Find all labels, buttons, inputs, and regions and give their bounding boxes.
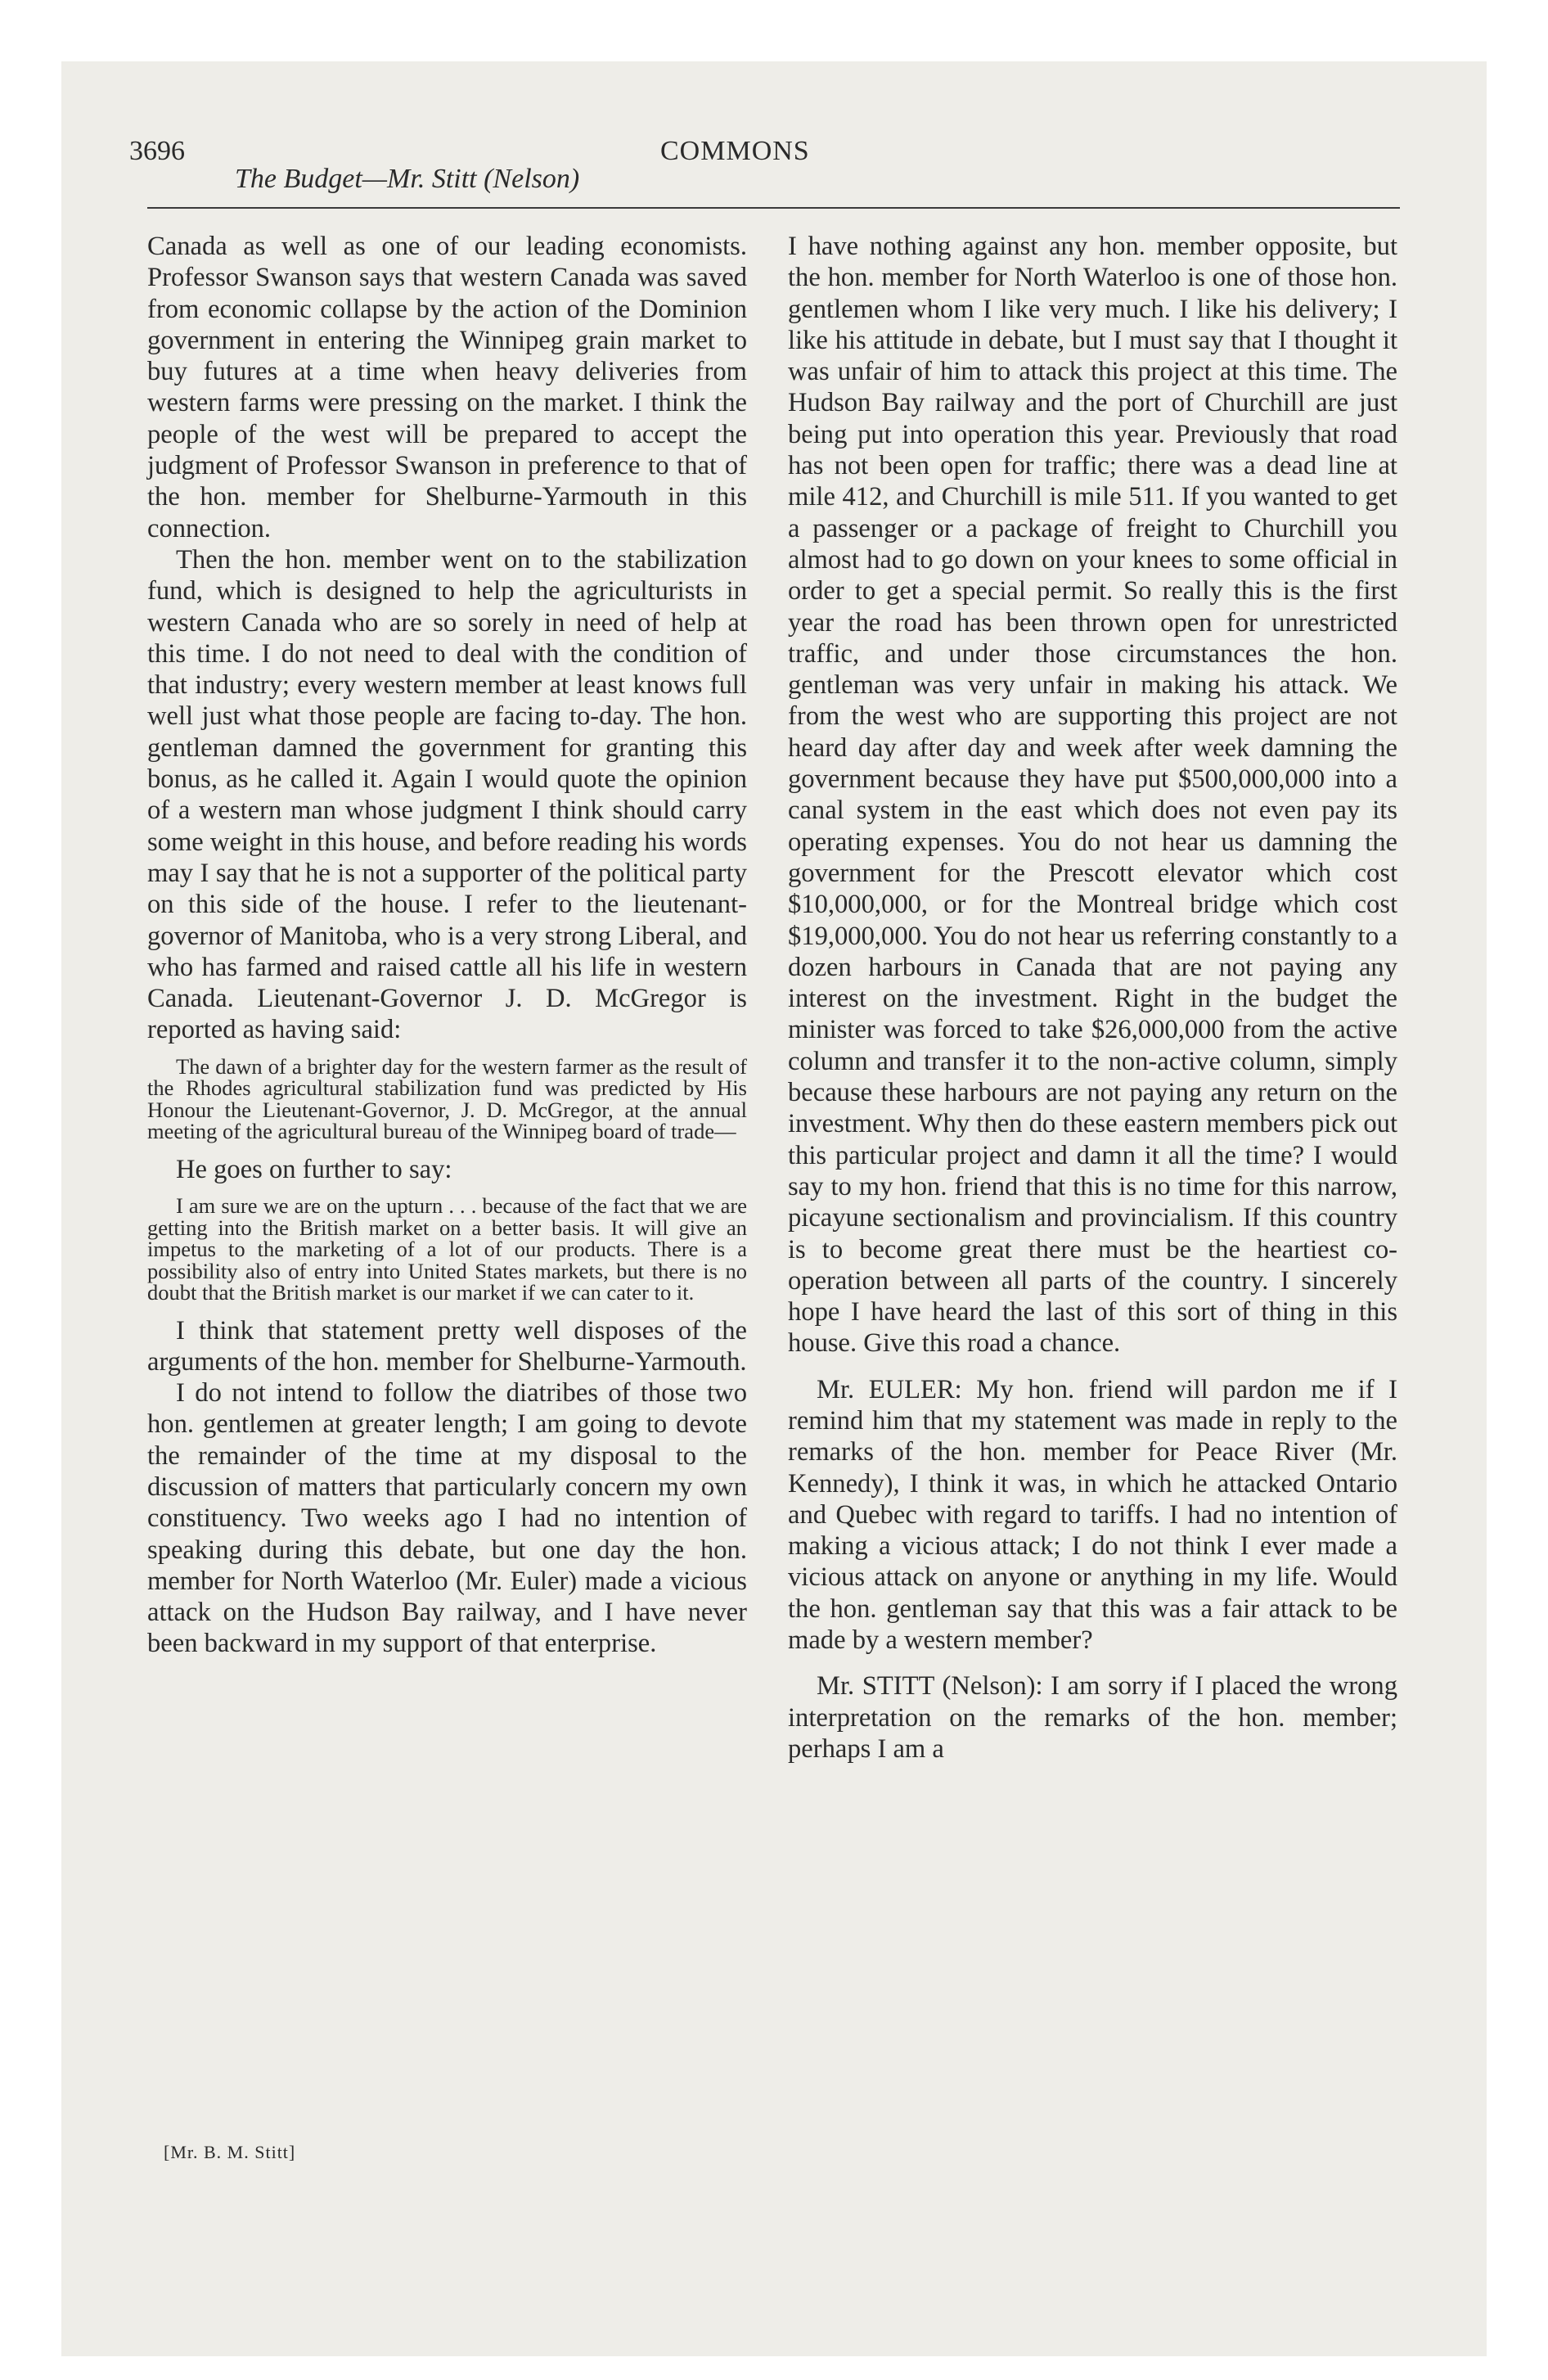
paragraph: I have nothing against any hon. member opposite, but the hon. member for North Waterloo is one of those hon. gentlemen whom I like very much. I like his delivery; I like his attitude in debate, but I must say that I thought it was unfair of him to attack this project at this time. The Hudson Bay railway and the port of Churchill are just being put into operation this year. Previously that road has not been open for traffic; there was a dead line at mile 412, and Churchill is mile 511. If you wanted to get a passenger or a package of freight to Churchill you almost had to go down on your knees to some official in order to get a special permit. So really this is the first year the road has been thrown open for unrestricted traffic, and under those circumstances the hon. gentleman was very unfair in making his attack. We from the west who are supporting this project are not heard day after day and week after week damning the government because they have put $500,000,000 into a canal system in the east which does not even pay its operating expenses. You do not hear us damning the government for the Prescott elevator which cost $10,000,000, or for the Montreal bridge which cost $19,000,000. You do not hear us referring constantly to a dozen harbours in Canada that are not paying any interest on the investment. Right in the budget the minister was forced to take $26,000,000 from the active column and transfer it to the non-active column, simply because these harbours are not paying any return on the investment. Why then do these eastern members pick out this particular project and damn it all the time? I would say to my hon. friend that this is no time for this narrow, picayune sectionalism and provincialism. If this country is to become great there must be the heartiest co-operation between all parts of the country. I sincerely hope I have heard the last of this sort of thing in this house. Give this road a chance. [788,232,1397,1359]
header-rule [147,207,1400,209]
quotation: The dawn of a brighter day for the western farmer as the result of the Rhodes agricultural stabilization fund was predicted by His Honour the Lieutenant-Governor, J. D. McGregor, at the annual meeting of the agricultural bureau of the Winnipeg board of trade— [147,1053,747,1144]
footer-note: [Mr. B. M. Stitt] [164,2142,296,2162]
paragraph: Canada as well as one of our leading economists. Professor Swanson says that western Canada was saved from economic collapse by the action of the Dominion government in entering the Winnipeg grain market to buy futures at a time when heavy deliveries from western farms were pressing on the market. I think the people of the west will be prepared to accept the judgment of Professor Swanson in preference to that of the hon. member for Shelburne-Yarmouth in this connection. [147,232,747,543]
quotation: I am sure we are on the upturn . . . because of the fact that we are getting into the British market on a better basis. It will give an impetus to the marketing of a lot of our products. There is a possibility also of entry into United States markets, but there is no doubt that the British market is our market if we can cater to it. [147,1193,747,1305]
page-title: COMMONS [660,136,810,166]
right-column [788,231,1397,1765]
page-number: 3696 [129,136,185,166]
left-column [147,231,747,1660]
paragraph: I think that statement pretty well disposes of the arguments of the hon. member for Shelburne-Yarmouth. [147,1315,747,1377]
paragraph: Then the hon. member went on to the stabilization fund, which is designed to help the agriculturists in western Canada who are so sorely in need of help at this time. I do not need to deal with the condition of that industry; every western member at least knows full well just what those people are facing to-day. The hon. gentleman damned the government for granting this bonus, as he called it. Again I would quote the opinion of a western man whose judgment I think should carry some weight in this house, and before reading his words may I say that he is not a supporter of the political party on this side of the house. I refer to the lieutenant-governor of Manitoba, who is a very strong Liberal, and who has farmed and raised cattle all his life in western Canada. Lieutenant-Governor J. D. McGregor is reported as having said: [147,544,747,1045]
paragraph: Mr. EULER: My hon. friend will pardon me if I remind him that my statement was made in reply to the remarks of the hon. member for Peace River (Mr. Kennedy), I think it was, in which he attacked Ontario and Quebec with regard to tariffs. I had no intention of making a vicious attack; I do not think I ever made a vicious attack on anyone or anything in my life. Would the hon. gentleman say that this was a fair attack to be made by a western member? [788,1374,1397,1656]
paragraph: I do not intend to follow the diatribes of those two hon. gentlemen at greater length; I am going to devote the remainder of the time at my disposal to the discussion of matters that particularly concern my own constituency. Two weeks ago I had no intention of speaking during this debate, but one day the hon. member for North Waterloo (Mr. Euler) made a vicious attack on the Hudson Bay railway, and I have never been backward in my support of that enterprise. [147,1378,747,1659]
paragraph: He goes on further to say: [176,1154,452,1184]
page-subtitle: The Budget—Mr. Stitt (Nelson) [235,164,580,194]
paragraph: Mr. STITT (Nelson): I am sorry if I placed the wrong interpretation on the remarks of the hon. member; perhaps I am a [788,1671,1397,1764]
